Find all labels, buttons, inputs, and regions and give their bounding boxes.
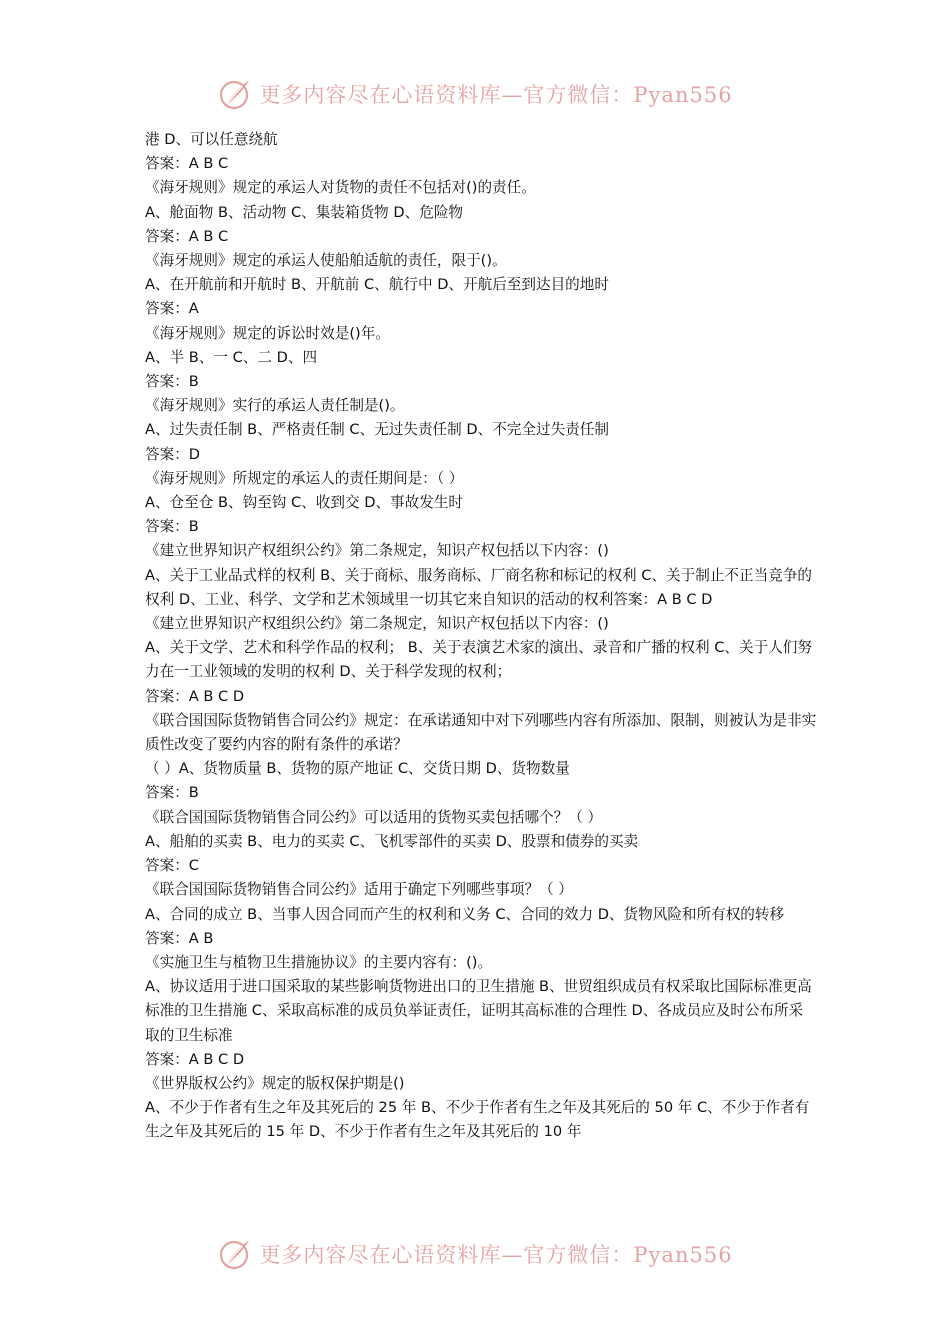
options-line: A、合同的成立 B、当事人因合同而产生的权利和义务 C、合同的效力 D、货物风险和所有权的转移 [145, 905, 785, 923]
answer-line: 答案：B [145, 373, 199, 391]
text-line: 港 D、可以任意绕航 [145, 131, 278, 148]
answer-line: 答案：A B C [145, 155, 229, 173]
options-line: A、不少于作者有生之年及其死后的 25 年 B、不少于作者有生之年及其死后的 50 年 C、不少于作者有生之年及其死后的 15 年 D、不少于作者有生之年及其死后的 10 年 [145, 1099, 810, 1141]
options-line: A、在开航前和开航时 B、开航前 C、航行中 D、开航后至到达目的地时 [145, 276, 609, 294]
options-line: A、仓至仓 B、钩至钩 C、收到交 D、事故发生时 [145, 494, 464, 512]
answer-line: 答案：A B [145, 929, 214, 947]
answer-line: 答案：C [145, 857, 199, 875]
answer-line: 答案：A B C [145, 227, 229, 245]
question-line: 《建立世界知识产权组织公约》第二条规定，知识产权包括以下内容：() [145, 542, 609, 560]
options-line: A、关于工业品式样的权利 B、关于商标、服务商标、厂商名称和标记的权利 C、关于制止不正当竞争的权利 D、工业、科学、文学和艺术领域里一切其它来自知识的活动的权利答案：A B C D [145, 566, 812, 608]
banner-text: 更多内容尽在心语资料库—官方微信：Pyan556 [259, 1243, 733, 1267]
feather-pen-logo-icon [217, 1236, 253, 1272]
question-line: 《海牙规则》规定的诉讼时效是()年。 [145, 324, 390, 342]
question-line: 《联合国国际货物销售合同公约》可以适用的货物买卖包括哪个？（ ） [145, 808, 603, 826]
answer-line: 答案：B [145, 784, 199, 802]
answer-line: 答案：A B C D [145, 687, 245, 705]
answer-line: 答案：B [145, 518, 199, 536]
banner-text: 更多内容尽在心语资料库—官方微信：Pyan556 [259, 83, 733, 107]
question-line: 《海牙规则》实行的承运人责任制是()。 [145, 397, 405, 415]
question-line: 《海牙规则》规定的承运人对货物的责任不包括对()的责任。 [145, 179, 536, 197]
options-line: A、协议适用于进口国采取的某些影响货物进出口的卫生措施 B、世贸组织成员有权采取比国际标准更高标准的卫生措施 C、采取高标准的成员负举证责任，证明其高标准的合理性 D、各成员应及时公布所采取的卫生标准 [145, 978, 812, 1044]
question-line: 《联合国国际货物销售合同公约》适用于确定下列哪些事项？（ ） [145, 881, 573, 899]
options-line: A、半 B、一 C、二 D、四 [145, 348, 318, 366]
question-line: 《海牙规则》所规定的承运人的责任期间是：（ ） [145, 469, 464, 487]
question-line: 《实施卫生与植物卫生措施协议》的主要内容有：()。 [145, 953, 493, 971]
answer-line: 答案：A [145, 300, 199, 318]
options-line: A、过失责任制 B、严格责任制 C、无过失责任制 D、不完全过失责任制 [145, 421, 609, 439]
question-line: 《建立世界知识产权组织公约》第二条规定，知识产权包括以下内容：() [145, 615, 609, 633]
document-body [145, 128, 817, 1145]
header-watermark [0, 72, 950, 116]
options-line: （ ）A、货物质量 B、货物的原产地证 C、交货日期 D、货物数量 [145, 760, 570, 778]
answer-line: 答案：A B C D [145, 1050, 245, 1068]
answer-line: 答案：D [145, 445, 201, 463]
question-line: 《海牙规则》规定的承运人使船舶适航的责任，限于()。 [145, 252, 507, 270]
options-line: A、关于文学、艺术和科学作品的权利； B、关于表演艺术家的演出、录音和广播的权利 C、关于人们努力在一工业领域的发明的权利 D、关于科学发现的权利； [145, 639, 812, 681]
question-line: 《联合国国际货物销售合同公约》规定：在承诺通知中对下列哪些内容有所添加、限制，则被认为是非实质性改变了要约内容的附有条件的承诺？ [145, 711, 817, 754]
options-line: A、船舶的买卖 B、电力的买卖 C、飞机零部件的买卖 D、股票和债券的买卖 [145, 832, 639, 850]
footer-watermark [0, 1232, 950, 1276]
question-line: 《世界版权公约》规定的版权保护期是() [145, 1074, 405, 1092]
feather-pen-logo-icon [217, 76, 253, 112]
options-line: A、舱面物 B、活动物 C、集装箱货物 D、危险物 [145, 203, 464, 221]
